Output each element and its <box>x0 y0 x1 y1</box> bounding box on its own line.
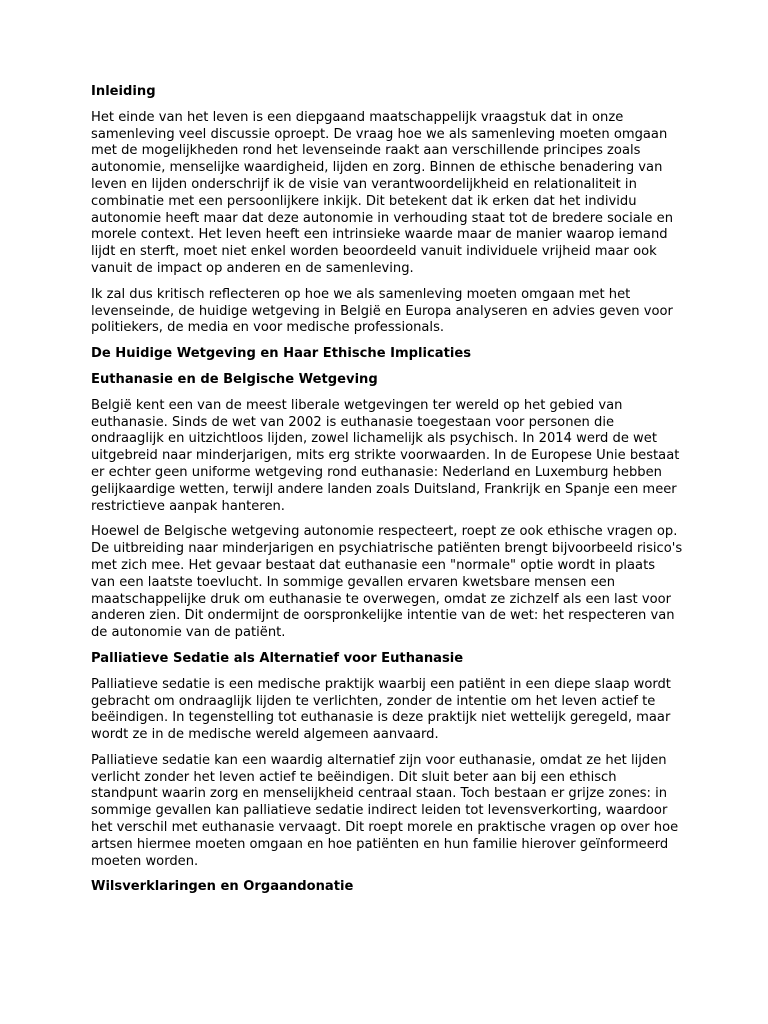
heading-euthanasie-belgische-wetgeving: Euthanasie en de Belgische Wetgeving <box>91 371 378 387</box>
heading-inleiding: Inleiding <box>91 84 156 99</box>
heading-huidige-wetgeving: De Huidige Wetgeving en Haar Ethische Implicaties <box>91 346 472 362</box>
paragraph-intro: Het einde van het leven is een diepgaand maatschappelijk vraagstuk dat in onze samenleving veel discussie oproept. De vraag hoe we als samenleving moeten omgaan met de mogelijkheden rond het levenseinde raakt aan verschillende principes zoals autonomie, menselijke waardigheid, lijden en zorg. Binnen de ethische benadering van leven en lijden onderschrijf ik de visie van verantwoordelijkheid en relationaliteit in combinatie met een persoonlijkere inkijk. Dit betekent dat ik erken dat het individu autonomie heeft maar dat deze autonomie in verhouding staat tot de bredere sociale en morele context. Het leven heeft een intrinsieke waarde maar de manier waarop iemand lijdt en sterft, moet niet enkel worden beoordeeld vanuit individuele vrijheid maar ook vanuit de impact op anderen en de samenleving. <box>91 109 674 276</box>
paragraph-intro-reflection: Ik zal dus kritisch reflecteren op hoe we als samenleving moeten omgaan met het levenseinde, de huidige wetgeving in België en Europa analyseren en advies geven voor politiekers, de media en voor medische professionals. <box>91 286 673 336</box>
heading-wilsverklaringen: Wilsverklaringen en Orgaandonatie <box>91 879 354 895</box>
paragraph-ethische-vragen: Hoewel de Belgische wetgeving autonomie respecteert, roept ze ook ethische vragen op. De uitbreiding naar minderjarigen en psychiatrische patiënten brengt bijvoorbeeld risico's met zich mee. Het gevaar bestaat dat euthanasie een "normale" optie wordt in plaats van een laatste toevlucht. In sommige gevallen ervaren kwetsbare mensen een maatschappelijke druk om euthanasie te overwegen, omdat ze zichzelf als een last voor anderen zien. Dit ondermijnt de oorspronkelijke intentie van de wet: het respecteren van de autonomie van de patiënt. <box>91 524 683 641</box>
paragraph-sedatie-definitie: Palliatieve sedatie is een medische praktijk waarbij een patiënt in een diepe slaap wordt gebracht om ondraaglijk lijden te verlichten, zonder de intentie om het leven actief te beëindigen. In tegenstelling tot euthanasie is deze praktijk niet wettelijk geregeld, maar wordt ze in de medische wereld algemeen aanvaard. <box>91 676 671 743</box>
heading-palliatieve-sedatie: Palliatieve Sedatie als Alternatief voor Euthanasie <box>91 650 464 666</box>
paragraph-sedatie-alternatief: Palliatieve sedatie kan een waardig alternatief zijn voor euthanasie, omdat ze het lijden verlicht zonder het leven actief te beëindigen. Dit sluit beter aan bij een ethisch standpunt waarin zorg en menselijkheid centraal staan. Toch bestaan er grijze zones: in sommige gevallen kan palliatieve sedatie indirect leiden tot levensverkorting, waardoor het verschil met euthanasie vervaagt. Dit roept morele en praktische vragen op over hoe artsen hiermee moeten omgaan en hoe patiënten en hun familie hierover geïnformeerd moeten worden. <box>91 752 679 869</box>
document-page <box>91 84 683 905</box>
paragraph-belgie-wetgeving: België kent een van de meest liberale wetgevingen ter wereld op het gebied van euthanasie. Sinds de wet van 2002 is euthanasie toegestaan voor personen die ondraaglijk en uitzichtloos lijden, zowel lichamelijk als psychisch. In 2014 werd de wet uitgebreid naar minderjarigen, mits erg strikte voorwaarden. In de Europese Unie bestaat er echter geen uniforme wetgeving rond euthanasie: Nederland en Luxemburg hebben gelijkaardige wetten, terwijl andere landen zoals Duitsland, Frankrijk en Spanje een meer restrictieve aanpak hanteren. <box>91 397 680 514</box>
